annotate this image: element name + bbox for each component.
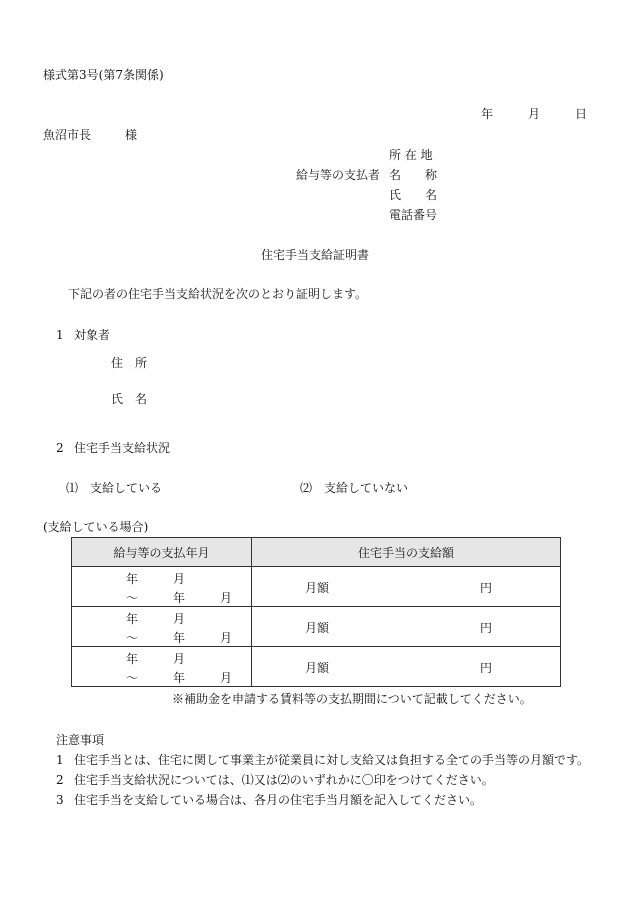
payer-phone-label: 電話番号 bbox=[389, 208, 438, 222]
payer-label: 給与等の支払者 bbox=[296, 168, 381, 182]
option-not-paying: ⑵ 支給していない bbox=[300, 481, 409, 495]
payer-address-label: 所 在 地 bbox=[389, 148, 433, 162]
monthly-amount-label: 月額 bbox=[305, 581, 330, 595]
tilde-mark: ～ bbox=[126, 591, 139, 605]
date-day-label: 日 bbox=[575, 107, 588, 121]
monthly-amount-label: 月額 bbox=[305, 621, 330, 635]
section1-heading: 対象者 bbox=[74, 328, 111, 342]
start-year-label: 年 bbox=[126, 572, 139, 586]
note-number: 3 bbox=[56, 793, 64, 807]
option-paying: ⑴ 支給している bbox=[66, 481, 163, 495]
table-row bbox=[72, 647, 561, 687]
form-number: 様式第3号(第7条関係) bbox=[43, 68, 164, 82]
end-month-label: 月 bbox=[220, 631, 233, 645]
yen-unit: 円 bbox=[480, 581, 493, 595]
yen-unit: 円 bbox=[480, 661, 493, 675]
payer-person-name-label: 氏 名 bbox=[389, 188, 438, 202]
table-row bbox=[72, 607, 561, 647]
section1-number: 1 bbox=[56, 328, 64, 342]
addressee-honorific: 様 bbox=[125, 128, 138, 142]
note-text: 住宅手当を支給している場合は、各月の住宅手当月額を記入してください。 bbox=[74, 793, 483, 807]
start-month-label: 月 bbox=[173, 612, 186, 626]
end-month-label: 月 bbox=[220, 591, 233, 605]
note-text: 住宅手当とは、住宅に関して事業主が従業員に対し支給又は負担する全ての手当等の月額です。 bbox=[74, 753, 590, 767]
end-year-label: 年 bbox=[173, 631, 186, 645]
date-month-label: 月 bbox=[528, 107, 541, 121]
start-month-label: 月 bbox=[173, 572, 186, 586]
payment-table bbox=[71, 537, 561, 687]
end-month-label: 月 bbox=[220, 671, 233, 685]
tilde-mark: ～ bbox=[126, 671, 139, 685]
pay-period-cell bbox=[72, 607, 252, 647]
header-allowance-amount: 住宅手当の支給額 bbox=[252, 538, 561, 567]
tilde-mark: ～ bbox=[126, 631, 139, 645]
subject-name-label: 氏 名 bbox=[111, 392, 148, 406]
date-year-label: 年 bbox=[481, 107, 494, 121]
section2-heading: 住宅手当支給状況 bbox=[74, 441, 171, 455]
yen-unit: 円 bbox=[480, 621, 493, 635]
header-pay-period: 給与等の支払年月 bbox=[72, 538, 252, 567]
addressee-name: 魚沼市長 bbox=[43, 128, 92, 142]
allowance-amount-cell bbox=[252, 607, 561, 647]
note-number: 1 bbox=[56, 753, 64, 767]
pay-period-cell bbox=[72, 647, 252, 687]
table-row bbox=[72, 567, 561, 607]
start-year-label: 年 bbox=[126, 612, 139, 626]
section2-number: 2 bbox=[56, 441, 64, 455]
end-year-label: 年 bbox=[173, 591, 186, 605]
monthly-amount-label: 月額 bbox=[305, 661, 330, 675]
note-text: 住宅手当支給状況については、⑴又は⑵のいずれかに〇印をつけてください。 bbox=[74, 773, 494, 787]
start-month-label: 月 bbox=[173, 652, 186, 666]
subject-address-label: 住 所 bbox=[111, 356, 148, 370]
payer-company-name-label: 名 称 bbox=[389, 168, 438, 182]
allowance-amount-cell bbox=[252, 567, 561, 607]
end-year-label: 年 bbox=[173, 671, 186, 685]
start-year-label: 年 bbox=[126, 652, 139, 666]
table-footnote: ※補助金を申請する賃料等の支払期間について記載してください。 bbox=[172, 692, 532, 706]
intro-text: 下記の者の住宅手当支給状況を次のとおり証明します。 bbox=[68, 287, 368, 301]
note-number: 2 bbox=[56, 773, 64, 787]
table-header-row bbox=[72, 538, 561, 567]
document-title: 住宅手当支給証明書 bbox=[260, 248, 369, 262]
notes-heading: 注意事項 bbox=[56, 733, 105, 747]
allowance-amount-cell bbox=[252, 647, 561, 687]
table-caption: (支給している場合) bbox=[43, 520, 149, 534]
pay-period-cell bbox=[72, 567, 252, 607]
